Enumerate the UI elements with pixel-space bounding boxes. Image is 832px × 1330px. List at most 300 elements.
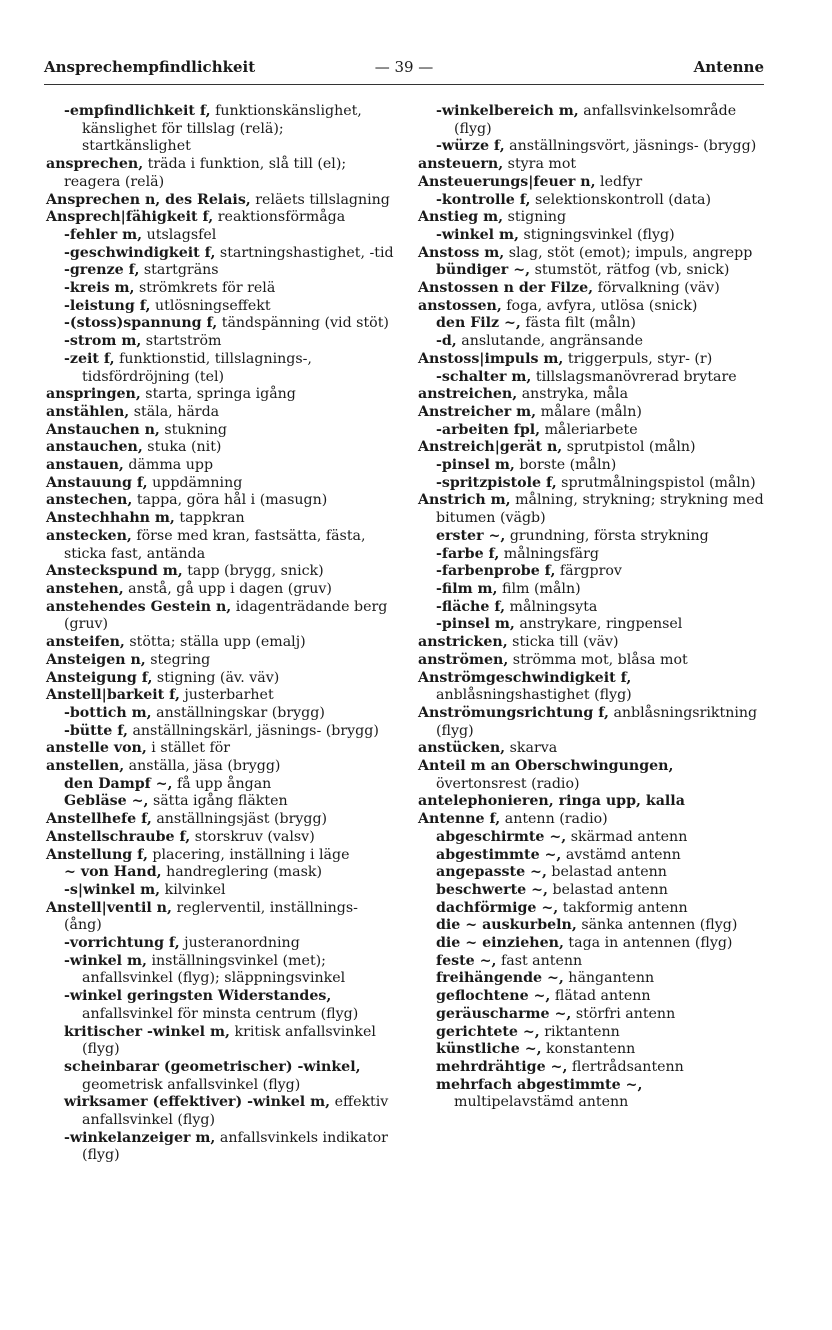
dictionary-entry (46, 563, 394, 581)
dictionary-entry (46, 811, 394, 829)
entry-translation: kritisk anfallsvinkel (flyg) (82, 1023, 376, 1058)
entry-term: -vorrichtung f, (64, 935, 180, 952)
entry-term: -empfindlichkeit f, (64, 103, 211, 119)
entry-translation: flätad antenn (550, 988, 651, 1005)
dictionary-entry (418, 882, 764, 900)
entry-term: wirksamer (effektiver) -winkel m, (64, 1094, 331, 1111)
entry-term: -winkelanzeiger m, (64, 1129, 216, 1146)
entry-term: Anströmgeschwindigkeit f, (418, 669, 632, 686)
dictionary-entry (418, 422, 764, 440)
dictionary-entry (418, 670, 764, 705)
entry-translation: avstämd antenn (561, 846, 681, 863)
entry-term: Anstoss|impuls m, (418, 350, 564, 367)
dictionary-entry (418, 298, 764, 316)
entry-term: -zeit f, (64, 350, 115, 367)
entry-translation: effektiv anfallsvinkel (flyg) (82, 1094, 389, 1129)
entry-term: Anstoss m, (418, 244, 505, 261)
dictionary-entry (46, 422, 394, 440)
entry-term: geräuscharme ~, (436, 1005, 572, 1022)
dictionary-entry (418, 192, 764, 210)
page-number: — 39 — (374, 58, 434, 76)
dictionary-entry (418, 917, 764, 935)
entry-translation: konstantenn (541, 1041, 636, 1058)
dictionary-entry (46, 510, 394, 528)
dictionary-entry (46, 103, 394, 156)
dictionary-entry (418, 1041, 764, 1059)
entry-term: Ansteigung f, (46, 669, 153, 686)
dictionary-entry (46, 156, 394, 191)
entry-translation: dämma upp (123, 457, 214, 474)
entry-term: die ~ auskurbeln, (436, 917, 577, 934)
entry-translation: tillslagsmanövrerad brytare (531, 368, 737, 385)
entry-translation: anfallsvinkelsområde (flyg) (454, 103, 737, 137)
dictionary-entry (46, 492, 394, 510)
dictionary-entry (46, 652, 394, 670)
entry-translation: idagenträdande berg (gruv) (64, 598, 388, 633)
dictionary-entry (418, 758, 764, 793)
dictionary-entry (418, 369, 764, 387)
entry-term: -kreis m, (64, 280, 135, 297)
entry-term: anstreichen, (418, 386, 518, 403)
entry-translation: inställningsvinkel (met); anfallsvinkel (flyg); släppningsvinkel (82, 952, 346, 987)
entry-translation: multipelavstämd antenn (454, 1094, 629, 1111)
left-column (46, 103, 394, 1165)
entry-term: Antenne f, (418, 811, 501, 828)
entry-translation: film (måln) (497, 580, 581, 597)
right-column (418, 103, 764, 1112)
dictionary-entry (418, 970, 764, 988)
entry-term: -geschwindigkeit f, (64, 244, 216, 261)
dictionary-entry (418, 1059, 764, 1077)
dictionary-entry (46, 581, 394, 599)
entry-translation: antenn (radio) (500, 811, 608, 828)
entry-term: Anstauung f, (46, 474, 148, 491)
dictionary-entry (418, 935, 764, 953)
entry-translation: borste (måln) (514, 457, 617, 474)
entry-term: -fläche f, (436, 598, 506, 615)
entry-translation: foga, avfyra, utlösa (snick) (501, 297, 698, 314)
entry-translation: reaktionsförmåga (213, 209, 346, 226)
entry-translation: reläets tillslagning (250, 191, 390, 208)
entry-translation: övertonsrest (radio) (436, 775, 580, 792)
entry-term: mehrfach abgestimmte ~, (436, 1076, 643, 1093)
entry-term: anstauchen, (46, 439, 143, 456)
entry-term: anstehen, (46, 580, 124, 597)
entry-term: anstellen, (46, 758, 125, 775)
dictionary-entry (418, 457, 764, 475)
entry-term: Anstreich|gerät n, (418, 439, 563, 456)
entry-translation: funktionstid, tillslagnings-, tidsfördröjning (tel) (82, 350, 312, 385)
dictionary-entry (46, 280, 394, 298)
entry-term: -kontrolle f, (436, 191, 531, 208)
entry-term: Ansprechen n, des Relais, (46, 191, 251, 208)
entry-term: ansteuern, (418, 156, 504, 173)
entry-translation: skärmad antenn (566, 828, 688, 845)
dictionary-entry (46, 758, 394, 776)
entry-term: Anstechhahn m, (46, 510, 175, 527)
dictionary-entry (418, 209, 764, 227)
entry-translation: triggerpuls, styr- (r) (563, 350, 713, 367)
entry-term: antelephonieren, ringa upp, kalla (418, 793, 685, 810)
dictionary-entry (46, 670, 394, 688)
entry-term: anströmen, (418, 651, 509, 668)
dictionary-entry (46, 227, 394, 245)
entry-translation: anställningskärl, jäsnings- (brygg) (127, 722, 379, 739)
entry-term: -farbe f, (436, 545, 500, 562)
dictionary-entry (46, 793, 394, 811)
dictionary-entry (418, 174, 764, 192)
entry-term: ~ von Hand, (64, 864, 162, 881)
dictionary-entry (418, 1024, 764, 1042)
entry-term: Ansteuerungs|feuer n, (418, 173, 596, 190)
entry-term: Anstrich m, (418, 492, 511, 509)
entry-translation: hängantenn (563, 970, 655, 987)
dictionary-entry (46, 475, 394, 493)
dictionary-entry (418, 138, 764, 156)
entry-translation: anstrykare, ringpensel (514, 616, 683, 633)
dictionary-entry (418, 900, 764, 918)
dictionary-entry (418, 652, 764, 670)
dictionary-entry (46, 953, 394, 988)
entry-term: gerichtete ~, (436, 1023, 540, 1040)
dictionary-entry (46, 723, 394, 741)
entry-term: freihängende ~, (436, 970, 564, 987)
dictionary-entry (46, 634, 394, 652)
dictionary-entry (418, 634, 764, 652)
entry-translation: stäla, härda (129, 403, 220, 420)
dictionary-entry (418, 581, 764, 599)
dictionary-entry (46, 439, 394, 457)
dictionary-entry (418, 829, 764, 847)
dictionary-entry (418, 315, 764, 333)
entry-term: angepasste ~, (436, 864, 547, 881)
entry-translation: strömkrets för relä (134, 280, 276, 297)
entry-term: Anstell|barkeit f, (46, 687, 180, 704)
entry-term: -winkelbereich m, (436, 103, 579, 119)
entry-translation: kilvinkel (160, 881, 226, 898)
entry-term: -film m, (436, 580, 498, 597)
entry-term: anstecken, (46, 527, 132, 544)
entry-translation: funktionskänslighet, känslighet för tillslag (relä); startkänslighet (82, 103, 362, 155)
entry-translation: tappkran (174, 510, 245, 527)
dictionary-entry (418, 528, 764, 546)
dictionary-entry (418, 156, 764, 174)
entry-term: scheinbarar (geometrischer) -winkel, (64, 1058, 361, 1075)
entry-translation: tappa, göra hål i (masugn) (132, 492, 328, 509)
dictionary-entry (418, 811, 764, 829)
entry-term: -bütte f, (64, 722, 128, 739)
entry-term: künstliche ~, (436, 1041, 542, 1058)
entry-translation: sprutpistol (måln) (562, 439, 696, 456)
entry-translation: anfallsvinkel för minsta centrum (flyg) (82, 1005, 359, 1022)
entry-translation: stötta; ställa upp (emalj) (124, 634, 306, 651)
entry-translation: belastad antenn (547, 881, 668, 898)
entry-translation: fast antenn (496, 952, 583, 969)
dictionary-entry (46, 740, 394, 758)
dictionary-entry (46, 687, 394, 705)
dictionary-entry (418, 546, 764, 564)
entry-term: -arbeiten fpl, (436, 421, 541, 438)
entry-term: -leistung f, (64, 297, 151, 314)
dictionary-entry (418, 1077, 764, 1112)
entry-translation: målare (måln) (536, 403, 642, 420)
entry-translation: anställningskar (brygg) (151, 704, 325, 721)
entry-term: -winkel geringsten Widerstandes, (64, 988, 332, 1005)
entry-term: -(stoss)spannung f, (64, 315, 218, 332)
entry-term: erster ~, (436, 527, 506, 544)
entry-term: Anstellhefe f, (46, 811, 152, 828)
entry-translation: stukning (159, 421, 227, 438)
entry-translation: stuka (nit) (142, 439, 222, 456)
entry-term: dachförmige ~, (436, 899, 559, 916)
dictionary-entry (46, 988, 394, 1023)
entry-translation: sticka till (väv) (507, 634, 619, 651)
entry-translation: selektionskontroll (data) (530, 191, 712, 208)
entry-term: -pinsel m, (436, 457, 515, 474)
entry-term: anstauen, (46, 457, 124, 474)
entry-translation: justerbarhet (179, 687, 274, 704)
dictionary-entry (46, 192, 394, 210)
entry-term: -d, (436, 333, 457, 350)
header-rule (44, 84, 764, 85)
entry-term: Anstossen n der Filze, (418, 280, 594, 297)
dictionary-entry (46, 315, 394, 333)
dictionary-entry (418, 492, 764, 527)
dictionary-entry (418, 245, 764, 263)
entry-translation: få upp ångan (172, 775, 272, 792)
entry-translation: grundning, första strykning (505, 527, 709, 544)
entry-translation: målning, strykning; strykning med bitumen (vägb) (436, 492, 764, 527)
dictionary-entry (418, 988, 764, 1006)
entry-term: -bottich m, (64, 704, 152, 721)
dictionary-entry (418, 103, 764, 138)
entry-translation: måleriarbete (540, 421, 638, 438)
entry-translation: storskruv (valsv) (190, 828, 315, 845)
dictionary-entry (418, 599, 764, 617)
entry-term: mehrdrähtige ~, (436, 1058, 568, 1075)
dictionary-entry (418, 386, 764, 404)
dictionary-entry (46, 404, 394, 422)
dictionary-entry (418, 616, 764, 634)
header-last-word: Antenne (693, 58, 764, 76)
page-header (44, 58, 764, 80)
entry-term: -grenze f, (64, 262, 140, 279)
entry-translation: placering, inställning i läge (147, 846, 350, 863)
dictionary-entry (418, 563, 764, 581)
dictionary-entry (46, 351, 394, 386)
entry-term: Anstieg m, (418, 209, 504, 226)
entry-translation: ledfyr (595, 173, 643, 190)
entry-translation: slag, stöt (emot); impuls, angrepp (504, 244, 753, 261)
entry-term: anstossen, (418, 297, 502, 314)
entry-term: die ~ einziehen, (436, 935, 564, 952)
dictionary-entry (46, 864, 394, 882)
entry-term: -fehler m, (64, 226, 143, 243)
entry-translation: stumstöt, rätfog (vb, snick) (530, 262, 730, 279)
dictionary-entry (46, 262, 394, 280)
dictionary-entry (46, 386, 394, 404)
dictionary-entry (418, 847, 764, 865)
dictionary-entry (46, 528, 394, 563)
entry-term: ansteifen, (46, 634, 125, 651)
dictionary-entry (418, 280, 764, 298)
entry-translation: utslagsfel (142, 226, 217, 243)
dictionary-entry (46, 1130, 394, 1165)
dictionary-entry (46, 1059, 394, 1094)
header-first-word: Ansprechempfindlichkeit (44, 58, 256, 76)
entry-translation: målningsyta (505, 598, 598, 615)
dictionary-entry (418, 351, 764, 369)
entry-translation: anslutande, angränsande (456, 333, 644, 350)
entry-translation: tändspänning (vid stöt) (217, 315, 389, 332)
entry-translation: anstå, gå upp i dagen (gruv) (123, 580, 332, 597)
entry-term: anstehendes Gestein n, (46, 598, 232, 615)
entry-term: -schalter m, (436, 368, 532, 385)
entry-translation: reglerventil, inställnings- (ång) (64, 899, 358, 934)
entry-term: abgestimmte ~, (436, 846, 562, 863)
entry-translation: styra mot (503, 156, 577, 173)
entry-term: kritischer -winkel m, (64, 1023, 230, 1040)
entry-translation: tapp (brygg, snick) (182, 563, 324, 580)
entry-term: -spritzpistole f, (436, 474, 557, 491)
entry-term: Ansteigen n, (46, 651, 146, 668)
entry-translation: anställningsjäst (brygg) (151, 811, 328, 828)
entry-term: Anstellschraube f, (46, 828, 191, 845)
entry-translation: justeranordning (179, 935, 300, 952)
dictionary-entry (46, 333, 394, 351)
entry-translation: utlösningseffekt (150, 297, 271, 314)
entry-term: -würze f, (436, 138, 505, 155)
entry-term: den Dampf ~, (64, 775, 173, 792)
entry-translation: uppdämning (147, 474, 243, 491)
dictionary-entry (46, 457, 394, 475)
entry-translation: färgprov (555, 563, 622, 580)
dictionary-entry (418, 439, 764, 457)
entry-term: Gebläse ~, (64, 793, 149, 810)
dictionary-entry (418, 262, 764, 280)
entry-term: -strom m, (64, 333, 142, 350)
entry-term: geflochtene ~, (436, 988, 551, 1005)
entry-translation: handreglering (mask) (161, 864, 322, 881)
entry-term: anstelle von, (46, 740, 147, 757)
entry-term: anspringen, (46, 386, 141, 403)
entry-term: Anteil m an Oberschwingungen, (418, 758, 674, 775)
entry-term: Anstauchen n, (46, 421, 160, 438)
entry-term: -farbenprobe f, (436, 563, 556, 580)
entry-translation: geometrisk anfallsvinkel (flyg) (82, 1076, 301, 1093)
entry-term: feste ~, (436, 952, 497, 969)
dictionary-entry (46, 847, 394, 865)
entry-term: -pinsel m, (436, 616, 515, 633)
dictionary-entry (418, 404, 764, 422)
dictionary-entry (418, 333, 764, 351)
entry-term: anstricken, (418, 634, 508, 651)
entry-translation: träda i funktion, slå till (el); reagera (relä) (64, 156, 347, 190)
entry-translation: sprutmålningspistol (måln) (556, 474, 756, 491)
entry-term: -winkel m, (64, 952, 147, 969)
entry-term: den Filz ~, (436, 315, 521, 332)
entry-translation: stegring (145, 651, 211, 668)
entry-translation: i stället för (146, 740, 231, 757)
dictionary-entry (418, 475, 764, 493)
entry-translation: störfri antenn (571, 1005, 676, 1022)
entry-term: Ansprech|fähigkeit f, (46, 209, 214, 226)
entry-translation: stigningsvinkel (flyg) (518, 226, 675, 243)
entry-translation: målningsfärg (499, 545, 599, 562)
entry-translation: anställningsvört, jäsnings- (brygg) (504, 138, 757, 155)
entry-translation: starta, springa igång (140, 386, 296, 403)
entry-translation: anstryka, måla (517, 386, 629, 403)
dictionary-entry (418, 740, 764, 758)
entry-translation: belastad antenn (546, 864, 667, 881)
dictionary-entry (46, 705, 394, 723)
entry-translation: stigning (503, 209, 567, 226)
entry-term: -winkel m, (436, 226, 519, 243)
dictionary-entry (46, 882, 394, 900)
entry-term: Anstreicher m, (418, 403, 537, 420)
dictionary-entry (418, 227, 764, 245)
entry-translation: skarva (505, 740, 558, 757)
dictionary-entry (46, 1094, 394, 1129)
entry-translation: startningshastighet, -tid (215, 244, 394, 261)
entry-translation: anblåsningsriktning (flyg) (436, 704, 758, 739)
entry-translation: anfallsvinkels indikator (flyg) (82, 1129, 388, 1164)
entry-translation: förvalkning (väv) (593, 280, 720, 297)
entry-term: anstücken, (418, 740, 506, 757)
entry-term: beschwerte ~, (436, 881, 548, 898)
entry-translation: strömma mot, blåsa mot (508, 651, 688, 668)
entry-translation: anblåsningshastighet (flyg) (436, 687, 632, 704)
entry-translation: sänka antennen (flyg) (576, 917, 738, 934)
dictionary-entry (418, 953, 764, 971)
dictionary-entry (418, 705, 764, 740)
dictionary-entry (46, 1024, 394, 1059)
entry-term: bündiger ~, (436, 262, 531, 279)
entry-translation: sätta igång fläkten (148, 793, 288, 810)
entry-term: Ansteckspund m, (46, 563, 183, 580)
dictionary-entry (418, 793, 764, 811)
dictionary-entry (46, 245, 394, 263)
entry-translation: förse med kran, fastsätta, fästa, sticka fast, antända (64, 527, 366, 562)
entry-term: anstählen, (46, 403, 130, 420)
entry-translation: startgräns (139, 262, 219, 279)
dictionary-entry (418, 1006, 764, 1024)
dictionary-entry (46, 298, 394, 316)
entry-term: abgeschirmte ~, (436, 828, 567, 845)
entry-term: ansprechen, (46, 156, 144, 173)
entry-term: Anstell|ventil n, (46, 899, 172, 916)
dictionary-entry (418, 864, 764, 882)
dictionary-entry (46, 599, 394, 634)
entry-term: anstechen, (46, 492, 133, 509)
entry-translation: startström (141, 333, 222, 350)
entry-translation: stigning (äv. väv) (152, 669, 280, 686)
entry-term: Anstellung f, (46, 846, 148, 863)
entry-translation: taga in antennen (flyg) (563, 935, 733, 952)
entry-translation: takformig antenn (558, 899, 688, 916)
entry-term: Anströmungsrichtung f, (418, 704, 609, 721)
dictionary-entry (46, 935, 394, 953)
entry-term: -s|winkel m, (64, 881, 161, 898)
dictionary-entry (46, 829, 394, 847)
entry-translation: riktantenn (539, 1023, 620, 1040)
dictionary-entry (46, 209, 394, 227)
entry-translation: fästa filt (måln) (520, 315, 636, 332)
entry-translation: anställa, jäsa (brygg) (124, 758, 281, 775)
entry-translation: flertrådsantenn (567, 1058, 684, 1075)
dictionary-entry (46, 776, 394, 794)
dictionary-entry (46, 900, 394, 935)
